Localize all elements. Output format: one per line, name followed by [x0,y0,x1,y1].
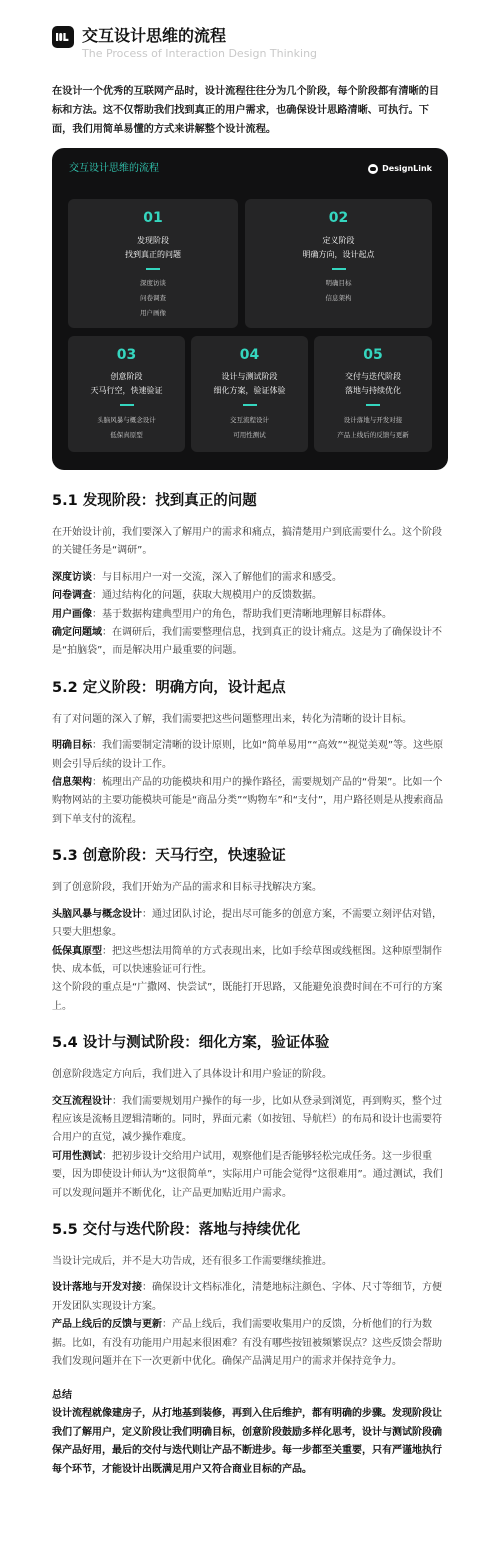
section-heading: 5.3 创意阶段：天马行空，快速验证 [52,848,286,865]
stage-name: 定义阶段 [322,236,355,245]
item-term: 低保真原型 [52,945,102,957]
item-term: 信息架构 [52,777,92,789]
stage-number: 01 [143,210,163,226]
section-lead: 在开始设计前，我们要深入了解用户的需求和痛点，搞清楚用户到底需要什么。这个阶段的关键任务是“调研”。 [52,527,442,557]
section-heading: 5.4 设计与测试阶段：细化方案，验证体验 [52,1035,330,1052]
item-text: ：我们需要规划用户操作的每一步，比如从登录到浏览，再到购买，整个过程应该是流畅且逻辑清晰的。同时，界面元素（如按钮、导航栏）的布局和设计也需要符合用户的直觉，减少操作难度。 [52,1095,442,1144]
stage-accent-bar [120,404,134,406]
section-lead: 有了对问题的深入了解，我们需要把这些问题整理出来，转化为清晰的设计目标。 [52,713,412,725]
section-item [52,624,448,661]
item-text: ：把初步设计交给用户试用，观察他们是否能够轻松完成任务。这一步很重要，因为即使设计师认为“这很简单”，实际用户可能会觉得“这很难用”。通过测试，我们可以发现问题并不断优化，让产品更加贴近用户需求。 [52,1150,443,1199]
stage-accent-bar [243,404,257,406]
summary-title: 总结 [52,1390,72,1402]
item-term: 可用性测试 [52,1150,102,1162]
section-item [52,606,448,624]
section-heading: 5.1 发现阶段：找到真正的问题 [52,493,257,509]
intro-paragraph: 在设计一个优秀的互联网产品时，设计流程往往分为几个阶段，每个阶段都有清晰的目标和方法。这不仅帮助我们找到真正的用户需求，也确保设计思路清晰、可执行。下面，我们用简单易懂的方式来讲解整个设计流程。 [52,86,440,135]
stage-activity: 问卷调查 [140,294,166,302]
stage-accent-bar [146,268,160,270]
stage-card-02 [245,199,432,328]
item-term: 用户画像 [52,608,92,620]
section-item [52,979,448,1016]
section-item [52,569,448,587]
stage-number: 04 [239,347,260,363]
stage-accent-bar [332,268,346,270]
stage-name: 发现阶段 [137,236,169,245]
section-item [52,587,448,605]
stage-card-03 [68,336,185,452]
item-term: 问卷调查 [52,590,92,602]
stage-goal: 细化方案，验证体验 [213,386,286,395]
section-item [52,1148,448,1203]
stage-number: 02 [328,210,349,226]
stage-card-01 [68,199,238,328]
section-item [52,1093,448,1148]
process-overview-card [52,148,448,470]
stage-number: 03 [116,347,137,363]
page-title: 交互设计思维的流程 [82,26,227,45]
stage-activity: 深度访谈 [140,279,166,287]
item-text: ：梳理出产品的功能模块和用户的操作路径，需要规划产品的“骨架”。比如一个购物网站的主要功能模块可能是“商品分类”“购物车”和“支付”，用户路径则是从搜索商品到下单支付的流程。 [52,777,444,825]
stage-activity: 用户画像 [140,309,166,317]
stage-activity: 可用性测试 [233,431,266,439]
item-term: 设计落地与开发对接 [52,1282,142,1294]
stage-activity: 头脑风暴与概念设计 [97,416,156,424]
stage-activity: 明确目标 [325,279,352,287]
stage-card-05 [314,336,432,452]
item-text: ：产品上线后，我们需要收集用户的反馈，分析他们的行为数据。比如，有没有功能用户用起来很困难？有没有哪些按钮被频繁误点？这些反馈会帮助我们发现问题并在下一次更新中优化。确保产品满足用户的需求并保持竞争力。 [52,1319,442,1367]
designlink-brand [368,162,432,176]
section-item [52,943,448,980]
item-term: 明确目标 [52,740,92,752]
section-heading: 5.2 定义阶段：明确方向，设计起点 [52,679,286,696]
stage-name: 交付与迭代阶段 [345,372,401,381]
section-item [52,1279,448,1316]
stage-number: 05 [363,347,383,363]
stage-goal: 落地与持续优化 [345,386,401,395]
item-text: ：通过团队讨论，提出尽可能多的创意方案，不需要立刻评估对错，只要大胆想象。 [52,908,442,939]
item-term: 产品上线后的反馈与更新 [52,1319,162,1331]
stage-name: 设计与测试阶段 [221,372,278,381]
section-item [52,737,448,774]
stage-activity: 设计落地与开发对接 [343,416,403,424]
item-text: ：基于数据构建典型用户的角色，帮助我们更清晰地理解目标群体。 [92,608,392,620]
section-lead: 当设计完成后，并不是大功告成，还有很多工作需要继续推进。 [52,1255,332,1267]
card-title: 交互设计思维的流程 [69,163,159,174]
article-body [52,490,448,1479]
section-lead: 创意阶段选定方向后，我们进入了具体设计和用户验证的阶段。 [52,1069,332,1081]
stage-name: 创意阶段 [110,372,143,381]
section-heading: 5.5 交付与迭代阶段：落地与持续优化 [52,1221,301,1238]
section-item [52,774,448,829]
designlink-logo-icon [368,164,378,174]
stage-activity: 产品上线后的反馈与更新 [337,431,409,439]
stage-activity: 信息架构 [325,294,352,302]
page-subtitle: The Process of Interaction Design Thinking [82,47,318,60]
stage-goal: 找到真正的问题 [125,250,181,259]
item-text: ：把这些想法用简单的方式表现出来，比如手绘草图或线框图。这种原型制作快、成本低，可以快速验证可行性。 [52,945,442,975]
section-item [52,1316,448,1371]
item-text: ：在调研后，我们需要整理信息，找到真正的设计痛点。这是为了确保设计不是“拍脑袋”，而是解决用户最重要的问题。 [52,627,442,657]
stage-activity: 交互流程设计 [230,416,269,424]
brand-name: DesignLink [382,164,432,173]
section-item [52,906,448,943]
item-text: ：我们需要制定清晰的设计原则，比如“简单易用”“高效”“视觉美观”等。这些原则会引导后续的设计工作。 [52,740,444,770]
brand-logo-icon [52,26,74,48]
stage-goal: 明确方向，设计起点 [302,250,375,259]
stage-activity: 低保真原型 [110,431,143,439]
item-text: ：通过结构化的问题，获取大规模用户的反馈数据。 [92,590,322,602]
item-term: 交互流程设计 [52,1095,112,1107]
item-text: 这个阶段的重点是“广撒网、快尝试”，既能打开思路，又能避免浪费时间在不可行的方案上。 [52,982,443,1012]
stage-goal: 天马行空，快速验证 [90,386,163,395]
section-lead: 到了创意阶段，我们开始为产品的需求和目标寻找解决方案。 [52,882,322,894]
item-term: 确定问题域 [52,627,102,639]
item-term: 深度访谈 [52,571,92,583]
summary-text: 设计流程就像建房子，从打地基到装修，再到入住后维护，都有明确的步骤。发现阶段让我们了解用户，定义阶段让我们明确目标，创意阶段鼓励多样化思考，设计与测试阶段确保产品好用，最后的交付与迭代则让产品不断进步。每一步都至关重要，只有严谨地执行每个环节，才能设计出既满足用户又符合商业目标的产品。 [52,1408,442,1475]
item-text: ：确保设计文档标准化，清楚地标注颜色、字体、尺寸等细节，方便开发团队实现设计方案。 [52,1282,442,1312]
page-header [52,24,472,64]
stage-accent-bar [366,404,380,406]
item-text: ：与目标用户一对一交流，深入了解他们的需求和感受。 [92,571,342,583]
stage-card-04 [191,336,308,452]
item-term: 头脑风暴与概念设计 [52,908,142,920]
